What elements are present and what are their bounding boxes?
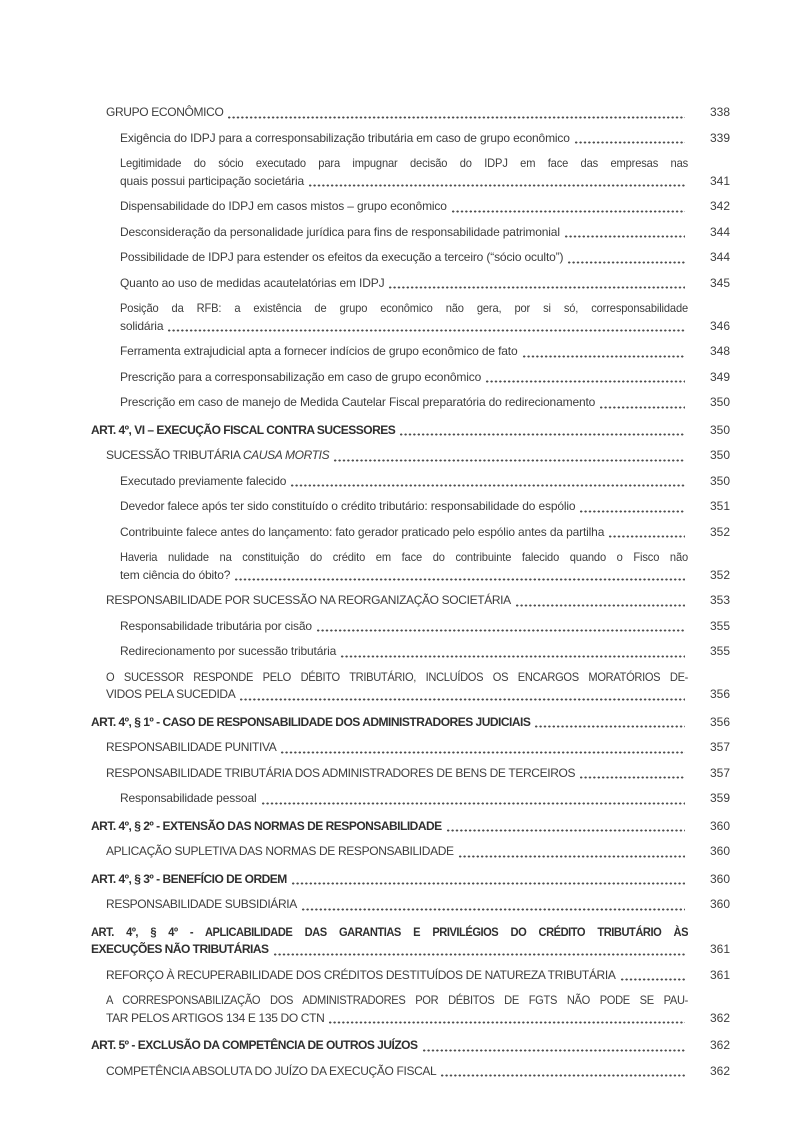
toc-entry-last-line <box>106 1010 324 1028</box>
toc-entry-last-line <box>120 790 257 808</box>
toc-entry-line <box>106 896 688 914</box>
toc-entry <box>91 669 730 704</box>
dot-leader <box>399 432 685 437</box>
toc-page-number: 361 <box>709 942 730 956</box>
toc-entry-line <box>120 549 688 567</box>
dot-leader <box>534 724 685 729</box>
toc-entry-text: Executado previamente falecido <box>120 473 287 488</box>
toc-entry-line <box>120 198 688 216</box>
toc-entry-lines <box>91 818 688 836</box>
dot-leader <box>261 801 686 806</box>
toc-entry-last-line <box>91 1037 418 1055</box>
toc-entry-text: GRUPO ECONÔMICO <box>106 105 224 119</box>
dot-leader <box>340 654 685 659</box>
toc-entry-line <box>120 643 688 661</box>
toc-entry <box>91 843 730 861</box>
toc-entry-last-line <box>120 130 570 148</box>
toc-entry-last-line <box>91 871 287 889</box>
toc-entry-last-line <box>106 1063 436 1081</box>
toc-entry-text: RESPONSABILIDADE TRIBUTÁRIA DOS ADMINISTRADORES DE BENS DE TERCEIROS <box>106 765 576 780</box>
toc-entry-lines <box>91 714 688 732</box>
toc-page-number: 348 <box>709 344 730 358</box>
toc-entry-lines <box>91 896 688 914</box>
toc-entry-text: RESPONSABILIDADE PUNITIVA <box>106 740 277 754</box>
toc-entry-line <box>120 618 688 636</box>
dot-leader <box>239 697 685 702</box>
toc-entry-text: O SUCESSOR RESPONDE PELO DÉBITO TRIBUTÁRIO, INCLUÍDOS OS ENCARGOS MORATÓRIOS DE- <box>106 669 688 684</box>
toc-entry <box>91 249 730 267</box>
dot-leader <box>515 603 685 608</box>
toc-entry-line <box>106 592 688 610</box>
toc-entry-text: ART. 4º, VI – EXECUÇÃO FISCAL CONTRA SUCESSORES <box>91 422 396 437</box>
toc-entry <box>91 300 730 335</box>
toc-entry-last-line <box>106 896 297 914</box>
toc-entry-lines <box>91 249 688 267</box>
toc-entry-lines <box>91 739 688 757</box>
toc-page-number: 360 <box>709 818 730 833</box>
toc-entry-last-line <box>106 967 616 985</box>
toc-entry-line <box>91 818 688 836</box>
toc-page-number: 344 <box>709 250 730 264</box>
toc-entry-text: Exigência do IDPJ para a corresponsabilização tributária em caso de grupo econômico <box>120 130 570 145</box>
dot-leader <box>522 354 686 359</box>
toc-entry <box>91 198 730 216</box>
toc-entry-line <box>106 765 688 783</box>
toc-entry-last-line <box>120 643 336 661</box>
toc-entry-text: TAR PELOS ARTIGOS 134 E 135 DO CTN <box>106 1010 325 1025</box>
toc-entry-lines <box>91 394 688 412</box>
toc-list <box>91 104 730 1080</box>
toc-entry-last-line <box>91 941 269 959</box>
toc-page-number: 362 <box>709 1010 730 1025</box>
toc-entry-text: RESPONSABILIDADE POR SUCESSÃO NA REORGANIZAÇÃO SOCIETÁRIA <box>106 593 511 607</box>
toc-page-number: 360 <box>709 844 730 858</box>
dot-leader <box>301 907 685 912</box>
toc-entry <box>91 524 730 542</box>
toc-entry <box>91 871 730 889</box>
toc-page-number: 351 <box>709 499 730 513</box>
toc-entry <box>91 818 730 836</box>
toc-entry-line <box>106 447 688 465</box>
toc-entry-text: tem ciência do óbito? <box>120 567 231 582</box>
toc-entry-line <box>106 967 688 985</box>
toc-entry-lines <box>91 765 688 783</box>
toc-entry <box>91 896 730 914</box>
dot-leader <box>579 509 685 514</box>
toc-entry-line <box>106 739 688 757</box>
toc-entry-line <box>106 992 688 1010</box>
toc-entry-text: Prescrição para a corresponsabilização em caso de grupo econômico <box>120 369 482 384</box>
toc-page-number: 362 <box>709 1063 730 1078</box>
toc-entry-last-line <box>106 686 235 704</box>
toc-entry-text: EXECUÇÕES NÃO TRIBUTÁRIAS <box>91 942 269 956</box>
dot-leader <box>451 209 685 214</box>
dot-leader <box>234 577 685 582</box>
dot-leader <box>167 328 685 333</box>
toc-page-number: 362 <box>709 1038 730 1052</box>
toc-entry-lines <box>91 843 688 861</box>
toc-entry-line <box>106 669 688 687</box>
toc-entry-last-line <box>120 473 286 491</box>
toc-entry-lines <box>91 871 688 889</box>
toc-entry-last-line <box>106 104 223 122</box>
toc-entry-text: solidária <box>120 318 164 333</box>
toc-entry-line <box>120 318 688 336</box>
toc-entry <box>91 155 730 190</box>
toc-entry-text: ART. 4º, § 3º - BENEFÍCIO DE ORDEM <box>91 871 287 886</box>
toc-entry-line <box>106 104 688 122</box>
toc-entry-lines <box>91 592 688 610</box>
toc-entry-text: Contribuinte falece antes do lançamento: fato gerador praticado pelo espólio antes da partilha <box>120 524 605 539</box>
toc-entry <box>91 275 730 293</box>
toc-page-number: 352 <box>709 567 730 582</box>
toc-entry-text: SUCESSÃO TRIBUTÁRIA <box>106 448 243 462</box>
toc-entry-line <box>120 224 688 242</box>
toc-entry-lines <box>91 1063 688 1081</box>
toc-entry <box>91 765 730 783</box>
toc-entry-last-line <box>106 843 454 861</box>
toc-entry-line <box>120 394 688 412</box>
toc-entry-text: Redirecionamento por sucessão tributária <box>120 644 337 658</box>
toc-entry-lines <box>91 130 688 148</box>
toc-entry-text: CAUSA MORTIS <box>242 448 330 462</box>
toc-page-number: 352 <box>709 524 730 539</box>
toc-entry-last-line <box>91 818 442 836</box>
toc-entry-lines <box>91 198 688 216</box>
toc-entry-lines <box>91 498 688 516</box>
dot-leader <box>579 775 685 780</box>
toc-entry-line <box>120 369 688 387</box>
toc-entry-last-line <box>120 275 384 293</box>
dot-leader <box>273 952 685 957</box>
dot-leader <box>446 828 685 833</box>
toc-entry-last-line <box>120 567 230 585</box>
toc-entry-last-line <box>106 447 329 465</box>
toc-entry-lines <box>91 924 688 959</box>
toc-entry-lines <box>91 790 688 808</box>
toc-entry-line <box>120 473 688 491</box>
toc-page-number: 344 <box>709 224 730 239</box>
toc-entry <box>91 618 730 636</box>
toc-entry-text: Responsabilidade tributária por cisão <box>120 618 312 633</box>
toc-entry <box>91 422 730 440</box>
toc-entry-last-line <box>120 343 518 361</box>
toc-entry-lines <box>91 618 688 636</box>
toc-page-number: 350 <box>709 395 730 409</box>
toc-entry <box>91 790 730 808</box>
toc-entry <box>91 992 730 1027</box>
toc-page-number: 339 <box>709 130 730 145</box>
toc-entry-text: APLICAÇÃO SUPLETIVA DAS NORMAS DE RESPONSABILIDADE <box>106 844 454 858</box>
toc-entry <box>91 104 730 122</box>
toc-entry-last-line <box>120 249 563 267</box>
toc-page-number: 356 <box>709 714 730 729</box>
toc-entry-text: REFORÇO À RECUPERABILIDADE DOS CRÉDITOS DESTITUÍDOS DE NATUREZA TRIBUTÁRIA <box>106 967 616 982</box>
toc-page-number: 341 <box>709 173 730 188</box>
toc-entry-lines <box>91 447 688 465</box>
toc-entry-text: ART. 4º, § 4º - APLICABILIDADE DAS GARANTIAS E PRIVILÉGIOS DO CRÉDITO TRIBUTÁRIO ÀS <box>91 924 688 939</box>
toc-entry-lines <box>91 369 688 387</box>
toc-entry-lines <box>91 343 688 361</box>
toc-entry-line <box>106 1010 688 1028</box>
toc-entry <box>91 967 730 985</box>
dot-leader <box>227 115 685 120</box>
toc-page-number: 357 <box>709 740 730 754</box>
dot-leader <box>422 1048 685 1053</box>
toc-entry-line <box>120 275 688 293</box>
toc-entry <box>91 549 730 584</box>
toc-page-number: 355 <box>709 618 730 633</box>
toc-entry-text: RESPONSABILIDADE SUBSIDIÁRIA <box>106 897 297 911</box>
toc-entry-lines <box>91 300 688 335</box>
toc-entry-last-line <box>120 173 304 191</box>
dot-leader <box>328 1020 685 1025</box>
toc-entry-text: A CORRESPONSABILIZAÇÃO DOS ADMINISTRADORES POR DÉBITOS DE FGTS NÃO PODE SE PAU- <box>106 993 688 1007</box>
toc-entry-text: Devedor falece após ter sido constituído o crédito tributário: responsabilidade do espólio <box>120 499 576 513</box>
toc-entry-lines <box>91 422 688 440</box>
toc-entry-text: COMPETÊNCIA ABSOLUTA DO JUÍZO DA EXECUÇÃO FISCAL <box>106 1063 437 1078</box>
toc-entry-lines <box>91 967 688 985</box>
toc-entry-line <box>120 343 688 361</box>
toc-entry-text: Quanto ao uso de medidas acautelatórias em IDPJ <box>120 275 385 290</box>
toc-entry <box>91 739 730 757</box>
toc-entry-last-line <box>120 394 595 412</box>
toc-page-number: 350 <box>709 473 730 488</box>
toc-entry-lines <box>91 549 688 584</box>
dot-leader <box>290 483 685 488</box>
toc-entry-line <box>91 871 688 889</box>
toc-entry <box>91 1063 730 1081</box>
toc-page-number: 349 <box>709 369 730 384</box>
dot-leader <box>574 140 685 145</box>
dot-leader <box>388 285 685 290</box>
dot-leader <box>316 628 685 633</box>
toc-page-number: 345 <box>709 275 730 290</box>
toc-entry <box>91 130 730 148</box>
toc-entry-line <box>120 300 688 318</box>
dot-leader <box>567 260 685 265</box>
toc-page-number: 360 <box>709 897 730 911</box>
toc-entry-line <box>91 924 688 942</box>
toc-entry-lines <box>91 643 688 661</box>
toc-entry <box>91 714 730 732</box>
toc-entry-text: Responsabilidade pessoal <box>120 791 257 805</box>
dot-leader <box>485 379 685 384</box>
dot-leader <box>564 234 685 239</box>
toc-entry-last-line <box>91 714 530 732</box>
toc-entry-line <box>120 249 688 267</box>
toc-entry-last-line <box>120 224 560 242</box>
toc-entry <box>91 394 730 412</box>
dot-leader <box>440 1073 685 1078</box>
toc-entry-line <box>106 1063 688 1081</box>
toc-entry-line <box>120 498 688 516</box>
toc-page-number: 350 <box>709 448 730 462</box>
toc-page-number: 361 <box>709 967 730 982</box>
toc-entry-lines <box>91 104 688 122</box>
dot-leader <box>599 405 685 410</box>
toc-entry-text: ART. 4º, § 1º - CASO DE RESPONSABILIDADE DOS ADMINISTRADORES JUDICIAIS <box>91 714 531 729</box>
toc-entry <box>91 1037 730 1055</box>
toc-page-number: 342 <box>709 199 730 213</box>
toc-entry-text: Haveria nulidade na constituição do crédito em face do contribuinte falecido quando o Fisco não <box>120 550 688 564</box>
toc-entry <box>91 343 730 361</box>
toc-entry-last-line <box>120 198 447 216</box>
toc-entry-last-line <box>120 524 604 542</box>
toc-entry-text: Dispensabilidade do IDPJ em casos mistos – grupo econômico <box>120 199 447 213</box>
toc-entry-line <box>120 155 688 173</box>
toc-entry-text: Posição da RFB: a existência de grupo econômico não gera, por si só, corresponsabilidade <box>120 301 688 315</box>
toc-entry-lines <box>91 155 688 190</box>
toc-entry <box>91 473 730 491</box>
toc-entry-lines <box>91 669 688 704</box>
toc-entry-text: quais possui participação societária <box>120 173 305 188</box>
toc-entry-text: VIDOS PELA SUCEDIDA <box>106 687 236 701</box>
toc-page-number: 350 <box>709 422 730 437</box>
toc-entry-lines <box>91 224 688 242</box>
toc-entry-line <box>91 1037 688 1055</box>
toc-entry-lines <box>91 275 688 293</box>
toc-entry-text: Prescrição em caso de manejo de Medida Cautelar Fiscal preparatória do redirecionamento <box>120 395 596 409</box>
toc-entry-text: Ferramenta extrajudicial apta a fornecer indícios de grupo econômico de fato <box>120 344 518 358</box>
toc-page-number: 360 <box>709 871 730 886</box>
toc-entry-lines <box>91 524 688 542</box>
toc-entry-last-line <box>106 765 575 783</box>
toc-entry-last-line <box>91 422 395 440</box>
toc-entry <box>91 592 730 610</box>
toc-entry-line <box>91 714 688 732</box>
toc-entry-line <box>91 941 688 959</box>
toc-page-number: 346 <box>709 318 730 333</box>
toc-page-number: 353 <box>709 593 730 607</box>
toc-entry-line <box>120 790 688 808</box>
toc-entry <box>91 224 730 242</box>
toc-entry-line <box>106 843 688 861</box>
toc-entry-last-line <box>120 369 481 387</box>
dot-leader <box>620 977 685 982</box>
dot-leader <box>308 183 685 188</box>
toc-entry-line <box>91 422 688 440</box>
dot-leader <box>291 881 685 886</box>
toc-entry <box>91 447 730 465</box>
toc-entry-lines <box>91 992 688 1027</box>
toc-entry-line <box>120 524 688 542</box>
dot-leader <box>333 458 685 463</box>
dot-leader <box>608 534 685 539</box>
toc-page-number: 357 <box>709 765 730 780</box>
toc-entry-last-line <box>120 618 312 636</box>
toc-entry <box>91 924 730 959</box>
toc-entry-lines <box>91 1037 688 1055</box>
toc-entry-line <box>120 567 688 585</box>
toc-entry <box>91 498 730 516</box>
toc-page-number: 338 <box>709 105 730 119</box>
toc-entry <box>91 369 730 387</box>
toc-entry-line <box>106 686 688 704</box>
toc-entry <box>91 643 730 661</box>
toc-entry-last-line <box>120 498 575 516</box>
toc-entry-text: ART. 4º, § 2º - EXTENSÃO DAS NORMAS DE RESPONSABILIDADE <box>91 818 442 833</box>
dot-leader <box>280 750 685 755</box>
dot-leader <box>458 854 685 859</box>
toc-entry-last-line <box>120 318 163 336</box>
toc-page-number: 355 <box>709 644 730 658</box>
toc-entry-text: ART. 5º - EXCLUSÃO DA COMPETÊNCIA DE OUTROS JUÍZOS <box>91 1038 418 1052</box>
toc-entry-text: Legitimidade do sócio executado para impugnar decisão do IDPJ em face das empresas nas <box>120 156 688 170</box>
toc-entry-line <box>120 130 688 148</box>
toc-entry-last-line <box>106 739 276 757</box>
toc-entry-line <box>120 173 688 191</box>
toc-entry-last-line <box>106 592 511 610</box>
toc-entry-text: Desconsideração da personalidade jurídica para fins de responsabilidade patrimonial <box>120 224 560 239</box>
toc-page-number: 356 <box>709 687 730 701</box>
toc-entry-text: Possibilidade de IDPJ para estender os efeitos da execução a terceiro (“sócio oculto”) <box>120 250 564 264</box>
toc-entry-lines <box>91 473 688 491</box>
toc-page-number: 359 <box>709 791 730 805</box>
